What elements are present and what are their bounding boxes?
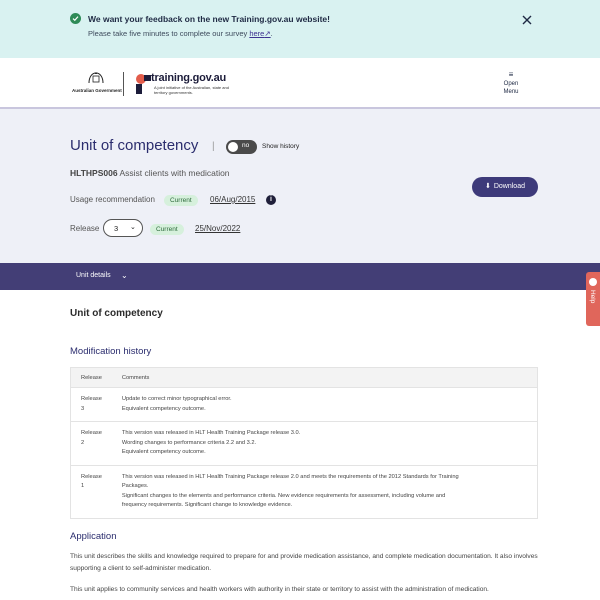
chevron-down-icon[interactable]: ⌄ — [121, 271, 128, 280]
application-paragraph-1: This unit describes the skills and knowledge required to prepare for and provide medication assistance, and complete medication documentation. It also involves supporting a client to self-administer medication. — [70, 553, 538, 572]
comment-line: This version was released in HLT Health Training Package release 2.0 and meets the requirements of the 2012 Standards for Training — [121, 473, 459, 480]
training-gov-logo-icon[interactable] — [135, 73, 152, 95]
application-paragraph-2: This unit applies to community services and health workers with authority in their state or territory to assist with the administration of medication. — [70, 586, 489, 593]
help-label: Help — [589, 290, 596, 304]
menu-label-line1: Open — [503, 81, 519, 87]
comments-cell — [112, 422, 538, 466]
unit-name: Assist clients with medication — [119, 168, 230, 178]
unit-details-menu[interactable]: Unit details — [76, 272, 111, 279]
download-label: Download — [493, 183, 525, 190]
column-header-release: Release — [71, 368, 112, 388]
open-menu-button[interactable] — [496, 70, 526, 102]
download-button[interactable] — [472, 177, 538, 197]
menu-label-line2: Menu — [503, 89, 519, 95]
release-status-badge: Current — [150, 224, 184, 235]
gov-logo-text: Australian Government — [72, 88, 122, 93]
survey-link[interactable] — [249, 29, 270, 38]
comment-line: Update to correct minor typographical error. — [121, 396, 232, 402]
banner-text — [88, 29, 273, 38]
help-icon — [589, 278, 597, 286]
info-icon[interactable]: i — [266, 195, 276, 205]
modification-history-title: Modification history — [70, 346, 152, 357]
usage-recommendation-label: Usage recommendation — [70, 195, 155, 204]
show-history-toggle[interactable] — [226, 140, 257, 154]
table-row — [71, 422, 538, 466]
comment-line: Significant changes to the elements and performance criteria. New evidence requirements for assessment, including volume and — [121, 492, 446, 499]
australian-government-logo[interactable] — [72, 71, 120, 97]
comment-line: This version was released in HLT Health Training Package release 3.0. — [121, 430, 301, 436]
table-row — [71, 465, 538, 518]
comment-line: frequency requirements. Significant change to knowledge evidence. — [121, 502, 293, 508]
coat-of-arms-icon — [86, 71, 106, 85]
release-word: Release — [81, 396, 102, 402]
show-history-label[interactable]: Show history — [262, 143, 300, 150]
external-link-icon: ↗ — [264, 29, 271, 38]
comment-line: Equivalent competency outcome. — [121, 449, 206, 455]
chevron-down-icon: ⌄ — [130, 224, 136, 231]
survey-link-text[interactable]: here — [249, 29, 265, 38]
banner-text-before: Please take five minutes to complete our survey — [88, 29, 250, 38]
comment-line: Packages. — [121, 483, 149, 489]
hamburger-icon: ≡ — [508, 70, 514, 79]
table-header-row — [71, 368, 538, 388]
release-number: 1 — [81, 483, 85, 489]
release-cell — [71, 388, 112, 422]
page-title: Unit of competency — [70, 137, 199, 154]
release-date-link[interactable]: 25/Nov/2022 — [195, 224, 241, 233]
banner-text-after: . — [270, 29, 273, 38]
comment-line: Equivalent competency outcome. — [121, 405, 206, 412]
section-title: Unit of competency — [70, 308, 163, 319]
release-number: 2 — [81, 439, 85, 446]
usage-date-link[interactable]: 06/Aug/2015 — [210, 195, 256, 204]
title-separator: | — [212, 141, 215, 152]
site-name[interactable]: training.gov.au — [151, 72, 227, 84]
toggle-knob — [228, 142, 238, 152]
feedback-banner — [0, 0, 600, 58]
comments-cell — [112, 388, 538, 422]
comment-line: Wording changes to performance criteria 2.2 and 3.2. — [121, 439, 257, 446]
release-cell — [71, 465, 112, 518]
toggle-state: no — [242, 142, 250, 149]
release-word: Release — [81, 473, 102, 480]
check-circle-icon — [70, 13, 81, 24]
site-tagline: A joint initiative of the Australian, state and territory governments. — [154, 85, 229, 95]
table-row — [71, 388, 538, 422]
usage-status-badge: Current — [164, 195, 198, 206]
release-label: Release — [70, 224, 100, 233]
modification-history-table — [70, 367, 538, 519]
release-number: 3 — [81, 405, 85, 412]
application-title: Application — [70, 531, 117, 542]
download-icon: ⬇ — [484, 183, 491, 190]
release-word: Release — [81, 430, 102, 436]
help-tab[interactable] — [586, 272, 600, 326]
close-icon[interactable] — [521, 14, 533, 26]
comments-cell — [112, 465, 538, 518]
logo-divider — [123, 72, 124, 96]
release-select[interactable] — [103, 219, 143, 237]
banner-title: We want your feedback on the new Training.gov.au website! — [88, 14, 330, 24]
release-cell — [71, 422, 112, 466]
unit-code: HLTHPS006 — [70, 168, 118, 178]
column-header-comments: Comments — [112, 368, 538, 388]
unit-heading — [70, 168, 230, 178]
release-select-value: 3 — [114, 224, 119, 233]
